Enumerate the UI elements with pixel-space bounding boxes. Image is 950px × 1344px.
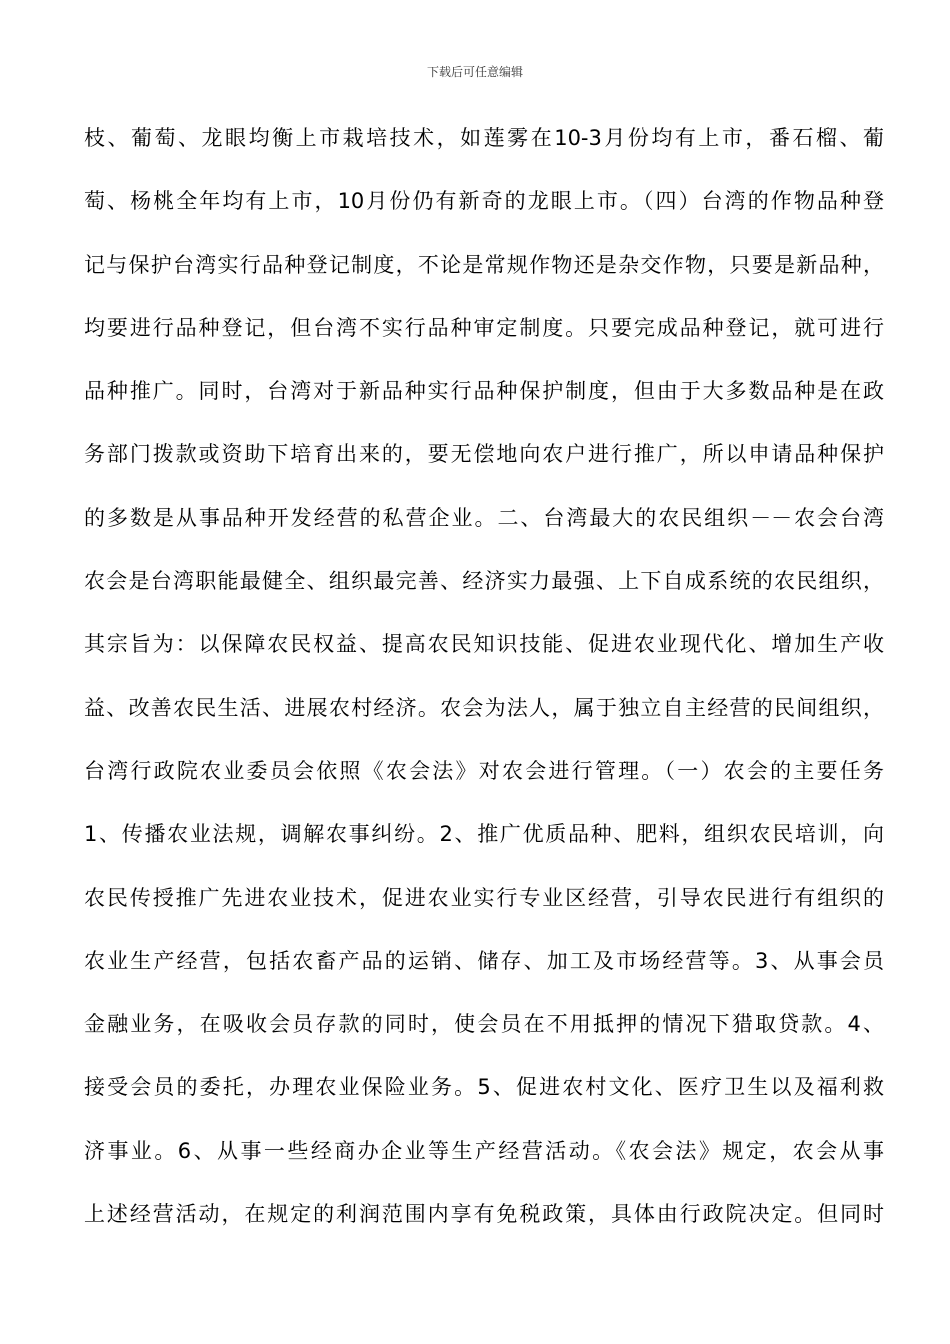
page-header: 下载后可任意编辑	[426, 65, 523, 79]
text-line: 农会是台湾职能最健全、组织最完善、经济实力最强、上下自成系统的农民组织，	[84, 569, 884, 594]
document-body	[84, 118, 884, 1257]
text-line: 接受会员的委托，办理农业保险业务。5、促进农村文化、医疗卫生以及福利救	[84, 1075, 884, 1100]
text-line: 其宗旨为：以保障农民权益、提高农民知识技能、促进农业现代化、增加生产收	[84, 632, 884, 657]
text-line: 台湾行政院农业委员会依照《农会法》对农会进行管理。（一）农会的主要任务	[84, 758, 884, 783]
text-line: 1、传播农业法规，调解农事纠纷。2、推广优质品种、肥料，组织农民培训，向	[84, 822, 884, 847]
text-line: 均要进行品种登记，但台湾不实行品种审定制度。只要完成品种登记，就可进行	[84, 315, 884, 340]
text-line: 金融业务，在吸收会员存款的同时，使会员在不用抵押的情况下猎取贷款。4、	[84, 1012, 884, 1037]
text-line: 上述经营活动，在规定的利润范围内享有免税政策，具体由行政院决定。但同时	[84, 1202, 884, 1227]
text-line: 记与保护台湾实行品种登记制度，不论是常规作物还是杂交作物，只要是新品种，	[84, 252, 884, 277]
text-line: 济事业。6、从事一些经商办企业等生产经营活动。《农会法》规定，农会从事	[84, 1138, 884, 1163]
text-line: 枝、葡萄、龙眼均衡上市栽培技术，如莲雾在10-3月份均有上市，番石榴、葡	[84, 126, 884, 150]
text-line: 农民传授推广先进农业技术，促进农业实行专业区经营，引导农民进行有组织的	[84, 885, 884, 910]
text-line: 务部门拨款或资助下培育出来的，要无偿地向农户进行推广，所以申请品种保护	[84, 442, 884, 467]
text-line: 的多数是从事品种开发经营的私营企业。二、台湾最大的农民组织－－农会台湾	[84, 505, 884, 530]
text-line: 萄、杨桃全年均有上市，10月份仍有新奇的龙眼上市。（四）台湾的作物品种登	[84, 189, 884, 214]
text-line: 农业生产经营，包括农畜产品的运销、储存、加工及市场经营等。3、从事会员	[84, 948, 884, 973]
text-line: 益、改善农民生活、进展农村经济。农会为法人，属于独立自主经营的民间组织，	[84, 695, 884, 720]
text-line: 品种推广。同时，台湾对于新品种实行品种保护制度，但由于大多数品种是在政	[84, 379, 884, 404]
